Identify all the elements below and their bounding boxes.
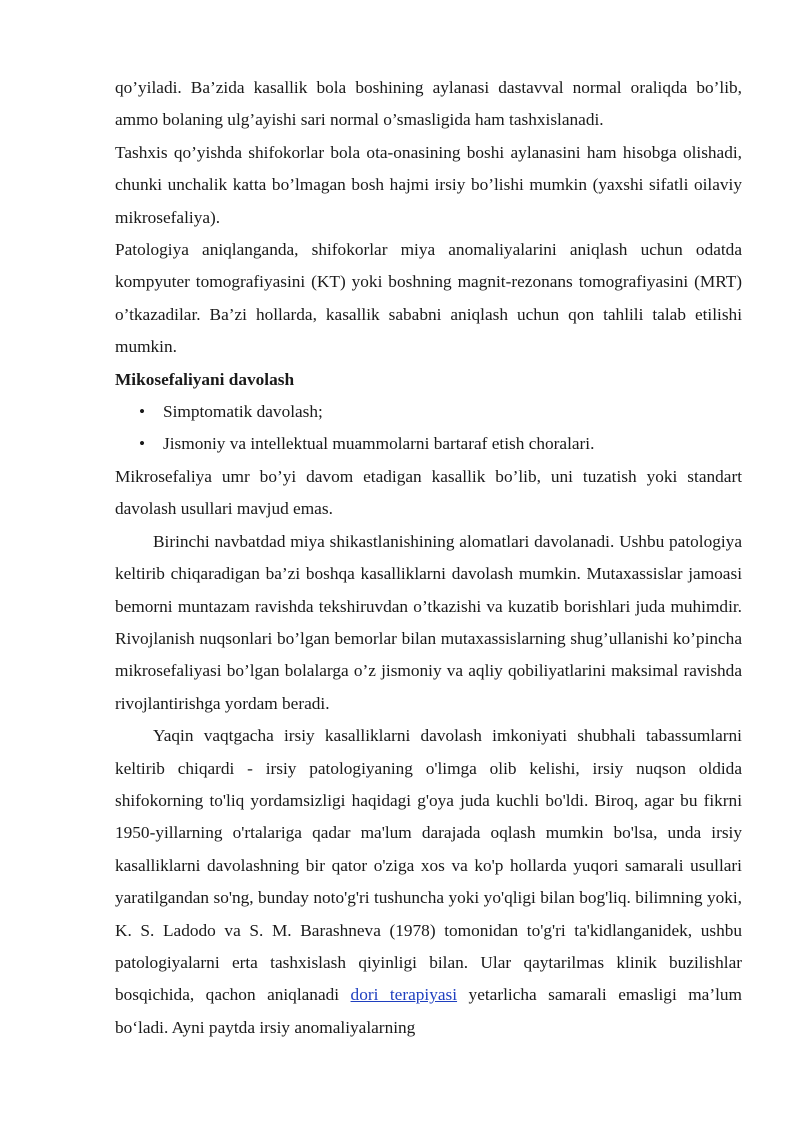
bullet-icon: • — [139, 434, 146, 454]
drug-therapy-link[interactable]: dori terapiyasi — [350, 985, 458, 1005]
paragraph-hereditary-history — [115, 720, 742, 1044]
paragraph-diagnosis-parents: Tashxis qo’yishda shifokorlar bola ota-onasining boshi aylanasini ham hisobga olishadi, chunki unchalik katta bo’lmagan bosh hajmi irsiy bo’lishi mumkin (yaxshi sifatli oilaviy mikrosefaliya). — [115, 142, 742, 227]
paragraph-text-after-link: yetarlicha samarali emasligi ma’lum bo‘ladi. Ayni paytda irsiy anomaliyalarning — [115, 985, 742, 1037]
paragraph-text-before-link: Yaqin vaqtgacha irsiy kasalliklarni davolash imkoniyati shubhali tabassumlarni keltirib chiqardi - irsiy patologiyaning o'limga olib kelishi, irsiy nuqson oldida shifokorning to'liq yordamsizligi haqidagi g'oya juda kuchli bo'ldi. Biroq, agar bu fikrni 1950-yillarning o'rtalariga qadar ma'lum darajada oqlash mumkin bo'lsa, unda irsiy kasalliklarni davolashning bir qator o'ziga xos va ko'p hollarda yuqori samarali usullari yaratilgandan so'ng, bunday noto'g'ri tushuncha yoki yo'qligi bilan bog'liq. bilimning yoki, K. S. Ladodo va S. M. Barashneva (1978) tomonidan to'g'ri ta'kidlanganidek, ushbu patologiyalarni erta tashxislash qiyinligi bilan. Ular qaytarilmas klinik buzilishlar bosqichida, qachon aniqlanadi — [115, 726, 742, 1005]
treatment-list — [115, 396, 742, 461]
paragraph-diagnosis-intro: qo’yiladi. Ba’zida kasallik bola boshining aylanasi dastavval normal oraliqda bo’lib, ammo bolaning ulg’ayishi sari normal o’smasligida ham tashxislanadi. — [115, 78, 742, 130]
list-item — [115, 396, 742, 428]
list-item-text: Simptomatik davolash; — [163, 402, 323, 422]
paragraph-diagnosis-imaging: Patologiya aniqlanganda, shifokorlar miya anomaliyalarini aniqlash uchun odatda kompyuter tomografiyasini (KT) yoki boshning magnit-rezonans tomografiyasini (MRT) o’tkazadilar. Ba’zi hollarda, kasallik sababni aniqlash uchun qon tahlili talab etilishi mumkin. — [115, 240, 742, 357]
paragraph-lifelong: Mikrosefaliya umr bo’yi davom etadigan kasallik bo’lib, uni tuzatish yoki standart davolash usullari mavjud emas. — [115, 466, 742, 519]
section-heading-treatment: Mikosefaliyani davolash — [115, 369, 295, 389]
paragraph-symptom-treatment: Birinchi navbatdad miya shikastlanishining alomatlari davolanadi. Ushbu patologiya keltirib chiqaradigan ba’zi boshqa kasalliklarni davolash mumkin. Mutaxassislar jamoasi bemorni muntazam ravishda tekshiruvdan o’tkazishi va kuzatib borishlari juda muhimdir. Rivojlanish nuqsonlari bo’lgan bemorlar bilan mutaxassislarning shug’ullanishi ko’pincha mikrosefaliyasi bo’lgan bolalarga o’z jismoniy va aqliy qobiliyatlarini maksimal ravishda rivojlantirishga yordam beradi. — [115, 531, 742, 713]
document-body — [115, 72, 742, 1044]
bullet-icon: • — [139, 402, 146, 422]
list-item — [115, 428, 742, 460]
list-item-text: Jismoniy va intellektual muammolarni bartaraf etish choralari. — [163, 434, 595, 454]
